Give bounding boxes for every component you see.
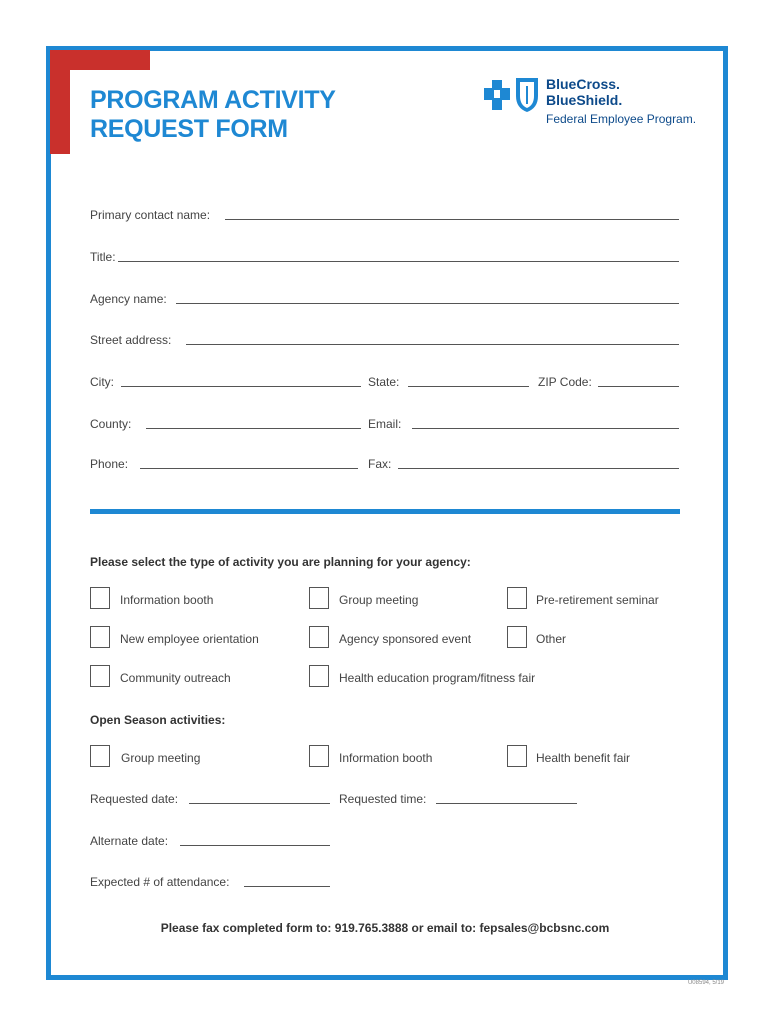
email-field[interactable] [412,428,679,429]
bcbs-logo [484,72,704,132]
title-line-1: PROGRAM ACTIVITY [90,86,336,114]
state-label: State: [368,375,400,389]
fax-label: Fax: [368,457,392,471]
alternate-date-field[interactable] [180,845,330,846]
option-label: Information booth [120,593,214,607]
state-field[interactable] [408,386,529,387]
checkbox-information-booth[interactable] [90,587,110,609]
agency-name-field[interactable] [176,303,679,304]
requested-date-field[interactable] [189,803,330,804]
option-label: Community outreach [120,671,231,685]
open-season-heading: Open Season activities: [90,713,226,727]
logo-brand-line-1: BlueCross. [546,76,620,92]
form-code: U08594, 5/19 [687,980,724,986]
fax-field[interactable] [398,468,679,469]
street-address-field[interactable] [186,344,679,345]
county-label: County: [90,417,132,431]
option-label: Information booth [339,751,433,765]
option-label: Agency sponsored event [339,632,472,646]
option-label: Pre-retirement seminar [536,593,659,607]
primary-contact-label: Primary contact name: [90,208,211,222]
option-label: Group meeting [339,593,419,607]
option-label: Health education program/fitness fair [339,671,536,685]
requested-time-field[interactable] [436,803,577,804]
checkbox-os-health-benefit-fair[interactable] [507,745,527,767]
attendance-field[interactable] [244,886,330,887]
zip-label: ZIP Code: [538,375,592,389]
form-title [90,86,336,144]
logo-brand-line-2: BlueShield. [546,92,623,108]
requested-date-label: Requested date: [90,792,179,806]
option-label: Group meeting [121,751,201,765]
checkbox-health-education[interactable] [309,665,329,687]
zip-field[interactable] [598,386,679,387]
attendance-label: Expected # of attendance: [90,875,230,889]
checkbox-group-meeting[interactable] [309,587,329,609]
checkbox-pre-retirement-seminar[interactable] [507,587,527,609]
checkbox-community-outreach[interactable] [90,665,110,687]
city-field[interactable] [121,386,361,387]
requested-time-label: Requested time: [339,792,427,806]
section-divider [90,509,680,514]
submission-instructions: Please fax completed form to: 919.765.3888 or email to: fepsales@bcbsnc.com [160,921,610,935]
agency-name-label: Agency name: [90,292,167,306]
logo-subtitle: Federal Employee Program. [546,112,697,126]
activity-heading: Please select the type of activity you are planning for your agency: [90,555,471,569]
phone-field[interactable] [140,468,358,469]
county-field[interactable] [146,428,361,429]
phone-label: Phone: [90,457,129,471]
city-label: City: [90,375,114,389]
title-line-2: REQUEST FORM [90,115,288,143]
checkbox-os-group-meeting[interactable] [90,745,110,767]
cross-shield-icon [484,74,544,114]
alternate-date-label: Alternate date: [90,834,169,848]
option-label: New employee orientation [120,632,259,646]
primary-contact-field[interactable] [225,219,679,220]
checkbox-os-information-booth[interactable] [309,745,329,767]
checkbox-agency-sponsored-event[interactable] [309,626,329,648]
title-field[interactable] [118,261,679,262]
checkbox-other[interactable] [507,626,527,648]
option-label: Health benefit fair [536,751,631,765]
title-label: Title: [90,250,116,264]
option-label: Other [536,632,567,646]
email-label: Email: [368,417,402,431]
logo-brand [546,76,622,108]
street-address-label: Street address: [90,333,172,347]
checkbox-new-employee-orientation[interactable] [90,626,110,648]
